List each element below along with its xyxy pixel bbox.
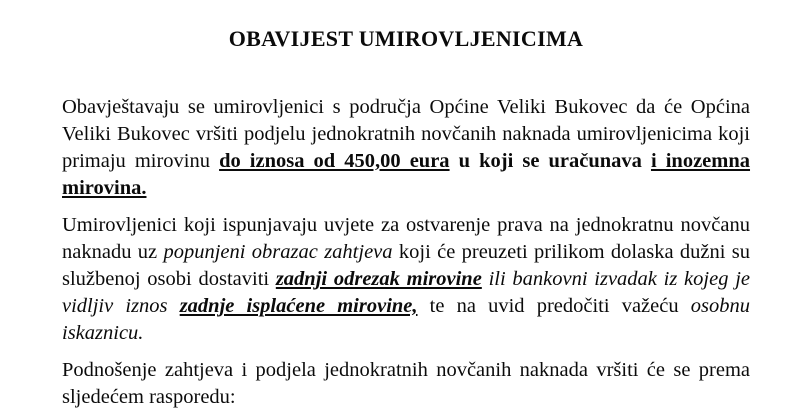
text-run: Obavještavaju se umirovljenici s područja Općine Veliki Bukovec da će Općina Veliki Bukovec vršiti podjelu jednokratnih novčanih naknada umirovljenicima koji primaju mirovinu bbox=[62, 96, 750, 172]
text-run: zadnje isplaćene mirovine, bbox=[179, 295, 418, 317]
paragraph-eligibility bbox=[62, 94, 750, 202]
text-run: popunjeni obrazac zahtjeva bbox=[163, 241, 393, 263]
text-run: ili bankovni izvadak iz kojeg je vidljiv iznos bbox=[62, 268, 750, 317]
text-run: koji će preuzeti prilikom dolaska dužni su službenoj osobi dostaviti bbox=[62, 241, 751, 290]
document-title: OBAVIJEST UMIROVLJENICIMA bbox=[228, 26, 584, 51]
text-run: zadnji odrezak mirovine bbox=[275, 268, 482, 290]
text-run: Podnošenje zahtjeva i podjela jednokratnih novčanih naknada vršiti će se prema sljedećem rasporedu: bbox=[62, 359, 750, 408]
text-run: u koji se uračunava bbox=[449, 150, 651, 172]
text-run: te na uvid predočiti važeću bbox=[417, 295, 691, 317]
text-run: osobnu iskaznicu. bbox=[62, 295, 750, 344]
text-run: Umirovljenici koji ispunjavaju uvjete za ostvarenje prava na jednokratnu novčanu naknadu uz bbox=[62, 214, 750, 263]
text-run: i inozemna mirovina. bbox=[62, 150, 751, 199]
paragraph-schedule-intro bbox=[62, 357, 750, 411]
text-run bbox=[482, 268, 489, 290]
paragraph-requirements bbox=[62, 212, 750, 347]
text-run: do iznosa od 450,00 eura bbox=[219, 150, 450, 172]
